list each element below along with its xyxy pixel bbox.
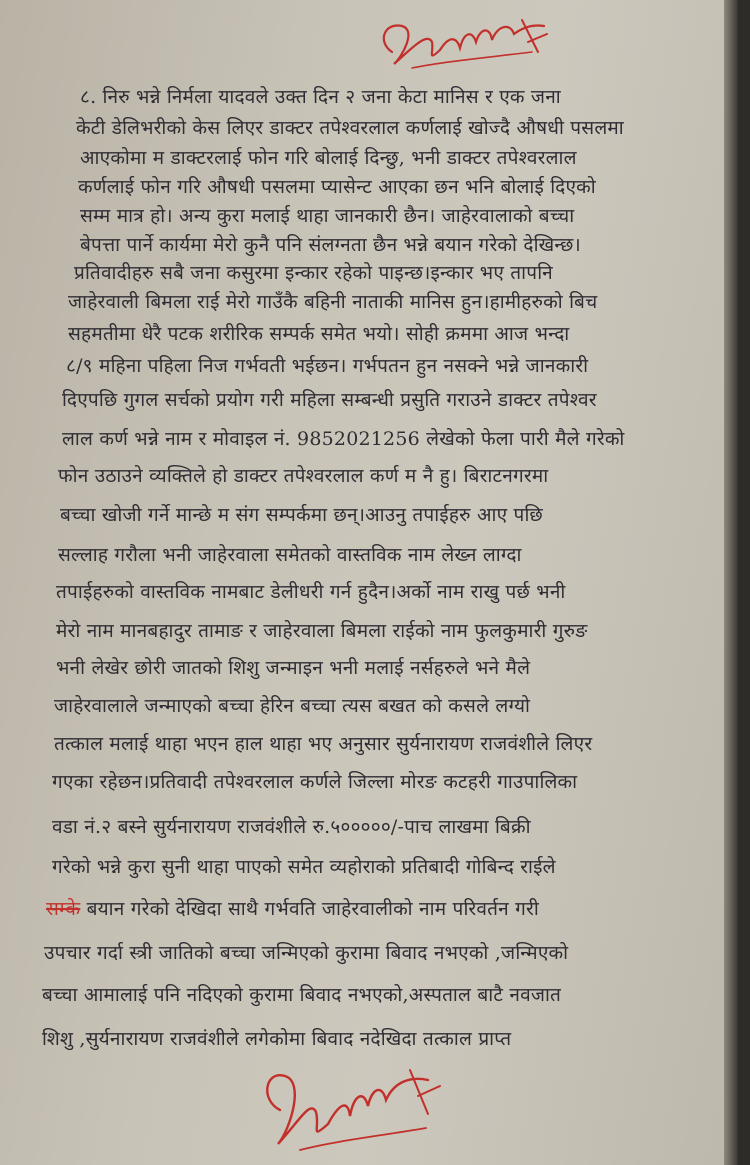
text-line: उपचार गर्दा स्त्री जातिको बच्चा जन्मिएको कुरामा बिवाद नभएको ,जन्मिएको	[44, 942, 569, 964]
text-line: तत्काल मलाई थाहा भएन हाल थाहा भए अनुसार सुर्यनारायण राजवंशीले लिएर	[54, 733, 593, 755]
text-line: जाहेरवाली बिमला राई मेरो गाउँकै बहिनी नाताकी मानिस हुन।हामीहरुको बिच	[68, 291, 598, 313]
text-line: आएकोमा म डाक्टरलाई फोन गरि बोलाई दिन्छु, भनी डाक्टर तपेश्वरलाल	[80, 147, 577, 169]
text-line-rest: बयान गरेको देखिदा साथै गर्भवति जाहेरवालीको नाम परिवर्तन गरी	[86, 898, 539, 920]
text-line: ८. निरु भन्ने निर्मला यादवले उक्त दिन २ जना केटा मानिस र एक जना	[80, 86, 561, 108]
bottom-signature	[250, 1040, 450, 1160]
text-line: जाहेरवालाले जन्माएको बच्चा हेरिन बच्चा त्यस बखत को कसले लग्यो	[54, 695, 531, 717]
text-line: शिशु ,सुर्यनारायण राजवंशीले लगेकोमा बिवाद नदेखिदा तत्काल प्राप्त	[42, 1028, 512, 1050]
text-line: सहमतीमा धेरै पटक शरीरिक सम्पर्क समेत भयो। सोही क्रममा आज भन्दा	[68, 323, 570, 345]
page-edge-shadow	[724, 0, 738, 1165]
text-line: बच्चा आमालाई पनि नदिएको कुरामा बिवाद नभएको,अस्पताल बाटै नवजात	[42, 984, 562, 1006]
text-line: फोन उठाउने व्यक्तिले हो डाक्टर तपेश्वरलाल कर्ण म नै हु। बिराटनगरमा	[58, 465, 549, 487]
text-line: सम्म मात्र हो। अन्य कुरा मलाई थाहा जानकारी छैन। जाहेरवालाको बच्चा	[80, 205, 575, 227]
text-line: बेपत्ता पार्ने कार्यमा मेरो कुनै पनि संलग्नता छैन भन्ने बयान गरेको देखिन्छ।	[80, 234, 581, 256]
text-line: केटी डेलिभरीको केस लिएर डाक्टर तपेश्वरलाल कर्णलाई खोज्दै औषधी पसलमा	[76, 117, 624, 139]
text-line: वडा नं.२ बस्ने सुर्यनारायण राजवंशीले रु.५०००००/-पाच लाखमा बिक्री	[52, 816, 531, 838]
text-line: कर्णलाई फोन गरि औषधी पसलमा प्यासेन्ट आएका छन भनि बोलाई दिएको	[78, 176, 596, 198]
text-line: मेरो नाम मानबहादुर तामाङ र जाहेरवाला बिमला राईको नाम फुलकुमारी गुरुङ	[56, 620, 588, 642]
text-line: ८/९ महिना पहिला निज गर्भवती भईछन। गर्भपतन हुन नसक्ने भन्ने जानकारी	[66, 355, 589, 377]
text-line: गएका रहेछन।प्रतिवादी तपेश्वरलाल कर्णले जिल्ला मोरङ कटहरी गाउपालिका	[52, 771, 578, 793]
text-line: सल्लाह गरौला भनी जाहेरवाला समेतको वास्तविक नाम लेख्न लाग्दा	[58, 544, 522, 566]
text-line: लाल कर्ण भन्ने नाम र मोवाइल नं. 9852021256 लेखेको फेला पारी मैले गरेको	[62, 428, 625, 450]
text-line: गरेको भन्ने कुरा सुनी थाहा पाएको समेत व्यहोराको प्रतिबादी गोबिन्द राईले	[52, 856, 556, 878]
text-line: प्रतिवादीहरु सबै जना कसुरमा इन्कार रहेको पाइन्छ।इन्कार भए तापनि	[74, 262, 553, 284]
text-line: भनी लेखेर छोरी जातको शिशु जन्माइन भनी मलाई नर्सहरुले भने मैले	[56, 657, 531, 679]
text-line: दिएपछि गुगल सर्चको प्रयोग गरी महिला सम्बन्धी प्रसुति गराउने डाक्टर तपेश्वर	[62, 389, 597, 411]
text-line	[46, 900, 539, 919]
text-line: बच्चा खोजी गर्ने मान्छे म संग सम्पर्कमा छन्।आउनु तपाईहरु आए पछि	[60, 504, 543, 526]
top-signature	[372, 12, 562, 82]
text-line: तपाईहरुको वास्तविक नामबाट डेलीधरी गर्न हुदैन।अर्को नाम राखु पर्छ भनी	[56, 581, 566, 603]
struck-word: सम्के	[46, 898, 81, 920]
